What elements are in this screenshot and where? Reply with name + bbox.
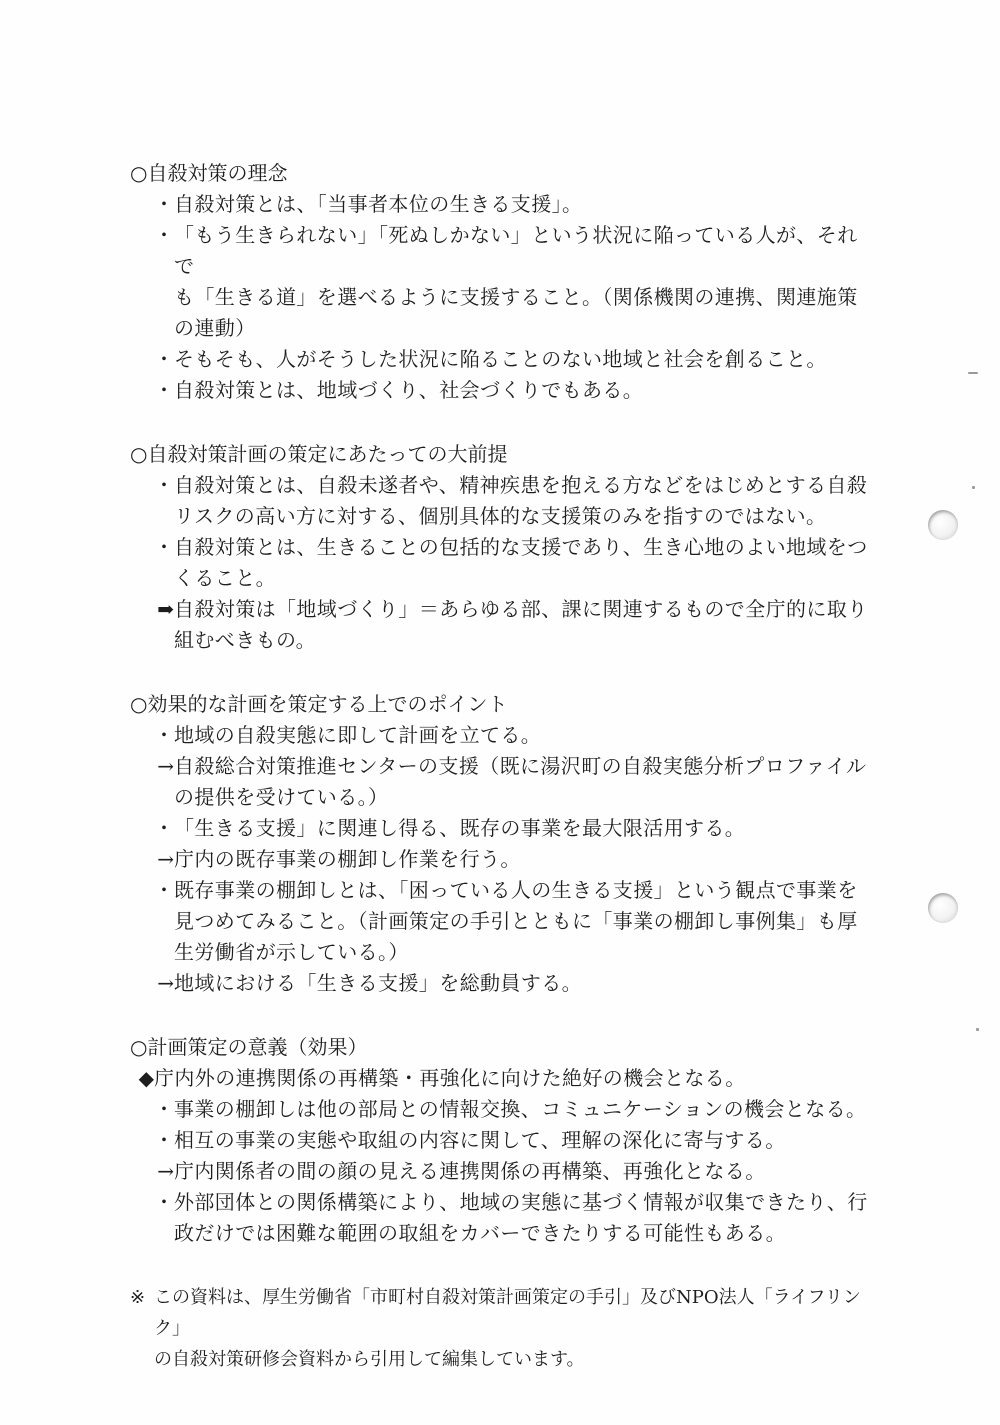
section-key-points — [130, 689, 870, 999]
list-item — [130, 1125, 870, 1156]
list-item-text: 自殺対策は「地域づくり」＝あらゆる部、課に関連するもので全庁的に取り 組むべきもの。 — [174, 597, 868, 652]
list-item — [130, 875, 870, 968]
list-item — [130, 1063, 870, 1094]
list-item — [130, 968, 870, 999]
list-item — [130, 375, 870, 406]
arrow-icon: → — [157, 1159, 174, 1183]
list-item — [130, 532, 870, 594]
list-item-text: 庁内関係者の間の顔の見える連携関係の再構築、再強化となる。 — [174, 1159, 766, 1183]
bullet-marker: ・ — [154, 723, 174, 747]
footnote — [130, 1282, 870, 1375]
punch-hole-bottom — [928, 893, 958, 923]
bullet-marker: ・ — [154, 878, 174, 902]
section-heading: ○自殺対策の理念 — [130, 161, 288, 185]
bullet-marker: ・ — [154, 1190, 174, 1214]
list-item-text: 庁内外の連携関係の再構築・再強化に向けた絶好の機会となる。 — [154, 1066, 746, 1090]
document-body — [130, 158, 870, 1375]
list-item — [130, 220, 870, 344]
list-item-text: 「もう生きられない」「死ぬしかない」という状況に陥っている人が、それで も「生きる道」を選べるように支援すること。（関係機関の連携、関連施策 の連動） — [174, 223, 858, 340]
list-item-text: 外部団体との関係構築により、地域の実態に基づく情報が収集できたり、行 政だけでは困難な範囲の取組をカバーできたりする可能性もある。 — [174, 1190, 868, 1245]
list-item — [130, 1094, 870, 1125]
edge-mark — [976, 1028, 979, 1031]
bullet-marker: ・ — [154, 1097, 174, 1121]
list-item-text: 地域の自殺実態に即して計画を立てる。 — [174, 723, 542, 747]
list-item — [130, 470, 870, 532]
list-item — [130, 1187, 870, 1249]
list-item-text: 既存事業の棚卸しとは、「困っている人の生きる支援」という観点で事業を 見つめてみること。（計画策定の手引とともに「事業の棚卸し事例集」も厚 生労働省が示している。） — [174, 878, 858, 964]
section-heading: ○自殺対策計画の策定にあたっての大前提 — [130, 442, 508, 466]
list-item-text: 庁内の既存事業の棚卸し作業を行う。 — [174, 847, 521, 871]
list-item — [130, 720, 870, 751]
list-item — [130, 344, 870, 375]
bullet-marker: ・ — [154, 535, 174, 559]
list-item-text: 「生きる支援」に関連し得る、既存の事業を最大限活用する。 — [174, 816, 746, 840]
diamond-icon: ◆ — [138, 1066, 154, 1090]
list-item — [130, 813, 870, 844]
bullet-marker: ・ — [154, 192, 174, 216]
list-item — [130, 844, 870, 875]
section-significance — [130, 1032, 870, 1249]
bullet-marker: ・ — [154, 378, 174, 402]
list-item-text: 自殺対策とは、地域づくり、社会づくりでもある。 — [174, 378, 644, 402]
bullet-marker: ・ — [154, 223, 174, 247]
section-heading: ○効果的な計画を策定する上でのポイント — [130, 692, 508, 716]
footnote-text: この資料は、厚生労働省「市町村自殺対策計画策定の手引」及びNPO法人「ライフリンク」 の自殺対策研修会資料から引用して編集しています。 — [154, 1287, 861, 1370]
bullet-marker: ・ — [154, 1128, 174, 1152]
reference-mark-icon: ※ — [130, 1287, 146, 1308]
list-item — [130, 751, 870, 813]
section-philosophy — [130, 158, 870, 406]
list-item — [130, 189, 870, 220]
punch-hole-top — [928, 510, 958, 540]
section-premise — [130, 439, 870, 656]
arrow-icon: → — [157, 971, 174, 995]
list-item — [130, 594, 870, 656]
list-item-text: 相互の事業の実態や取組の内容に関して、理解の深化に寄与する。 — [174, 1128, 786, 1152]
edge-mark — [968, 372, 978, 374]
arrow-icon: → — [157, 754, 174, 778]
section-heading: ○計画策定の意義（効果） — [130, 1035, 368, 1059]
list-item-text: 事業の棚卸しは他の部局との情報交換、コミュニケーションの機会となる。 — [174, 1097, 867, 1121]
list-item-text: 地域における「生きる支援」を総動員する。 — [174, 971, 582, 995]
bullet-marker: ・ — [154, 473, 174, 497]
bullet-marker: ・ — [154, 347, 174, 371]
list-item-text: 自殺対策とは、「当事者本位の生きる支援」。 — [174, 192, 583, 216]
arrow-icon: ➡ — [157, 597, 174, 621]
list-item-text: そもそも、人がそうした状況に陥ることのない地域と社会を創ること。 — [174, 347, 827, 371]
list-item-text: 自殺総合対策推進センターの支援（既に湯沢町の自殺実態分析プロファイル の提供を受けている。） — [174, 754, 867, 809]
edge-mark — [972, 486, 975, 489]
bullet-marker: ・ — [154, 816, 174, 840]
list-item-text: 自殺対策とは、生きることの包括的な支援であり、生き心地のよい地域をつ くること。 — [174, 535, 868, 590]
arrow-icon: → — [157, 847, 174, 871]
list-item-text: 自殺対策とは、自殺未遂者や、精神疾患を抱える方などをはじめとする自殺 リスクの高い方に対する、個別具体的な支援策のみを指すのではない。 — [174, 473, 868, 528]
list-item — [130, 1156, 870, 1187]
